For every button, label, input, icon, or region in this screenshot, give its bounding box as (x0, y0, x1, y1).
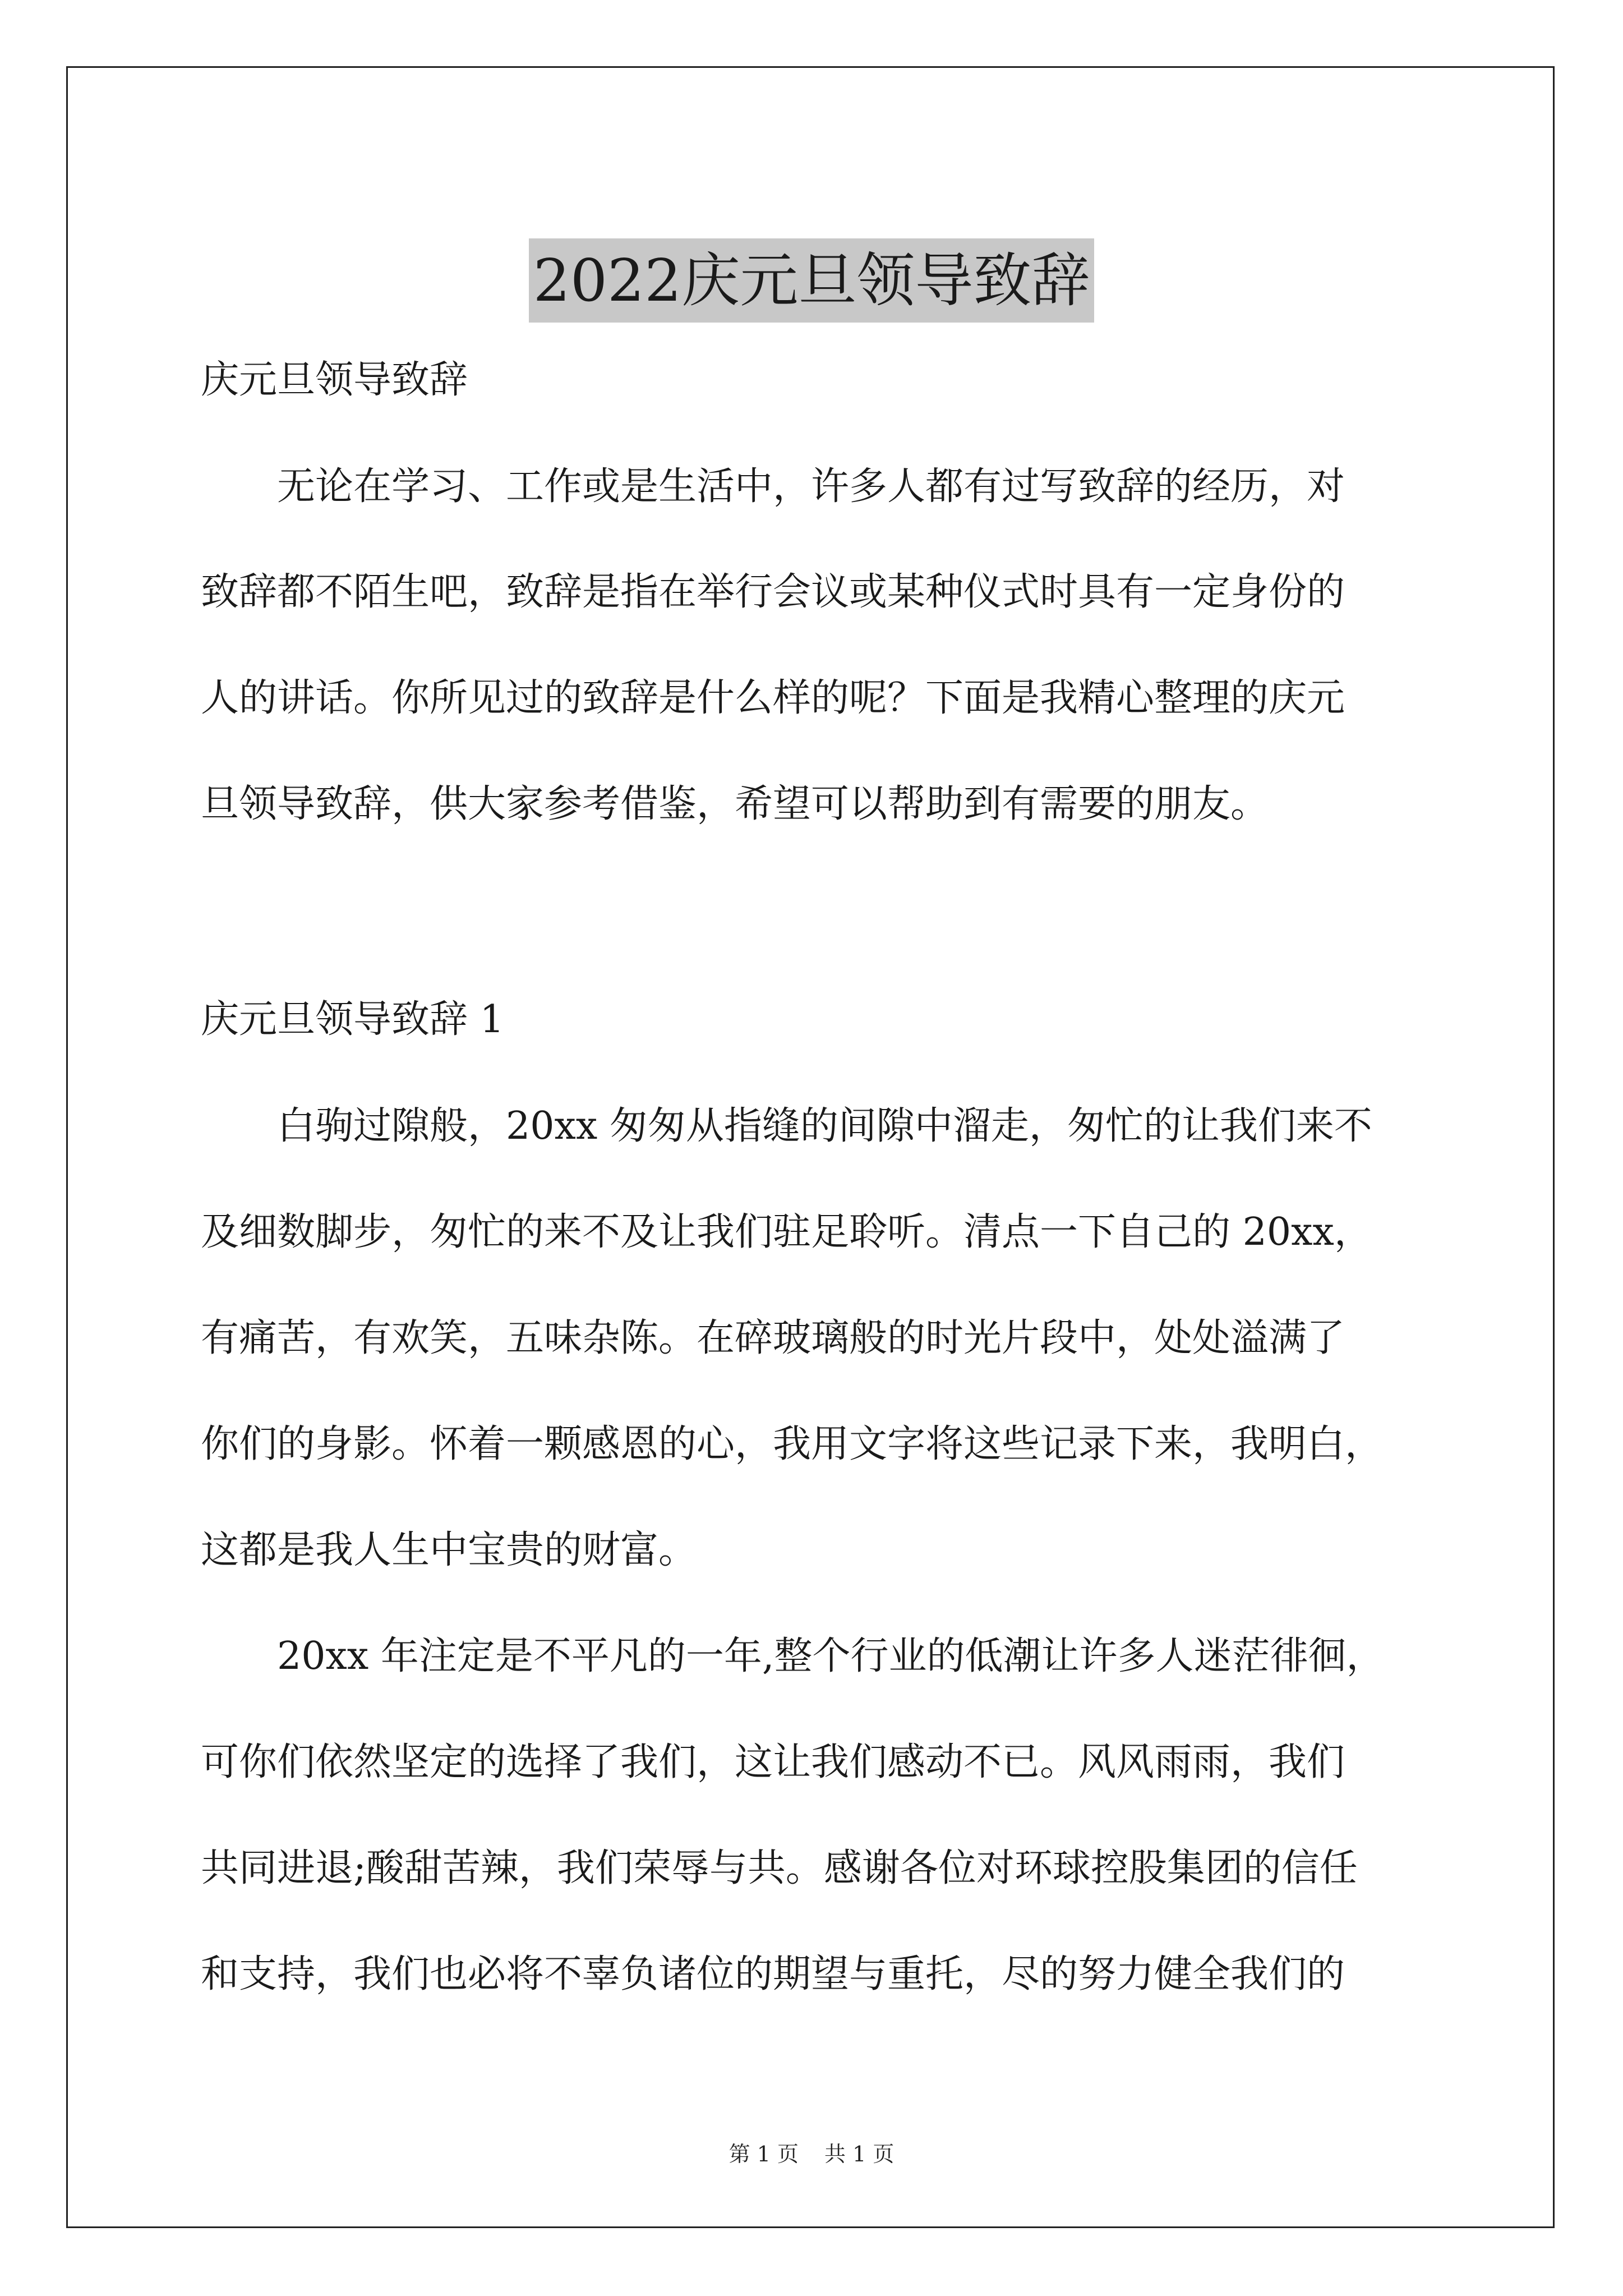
intro-line: 无论在学习、工作或是生活中，许多人都有过写致辞的经历，对 (201, 464, 1345, 509)
section-heading: 庆元旦领导致辞 1 (201, 997, 504, 1042)
paragraph-line: 及细数脚步，匆忙的来不及让我们驻足聆听。清点一下自己的 20xx， (201, 1210, 1372, 1254)
document-title: 2022庆元旦领导致辞 (529, 238, 1095, 323)
paragraph-line: 你们的身影。怀着一颗感恩的心，我用文字将这些记录下来，我明白， (201, 1422, 1384, 1466)
document-subtitle: 庆元旦领导致辞 (201, 358, 468, 402)
paragraph-line: 共同进退;酸甜苦辣，我们荣辱与共。感谢各位对环球控股集团的信任 (201, 1846, 1358, 1890)
intro-line: 人的讲话。你所见过的致辞是什么样的呢？下面是我精心整理的庆元 (201, 676, 1345, 720)
intro-line: 旦领导致辞，供大家参考借鉴，希望可以帮助到有需要的朋友。 (201, 782, 1269, 826)
paragraph-line: 20xx 年注定是不平凡的一年,整个行业的低潮让许多人迷茫徘徊， (201, 1634, 1385, 1678)
intro-line: 致辞都不陌生吧，致辞是指在举行会议或某种仪式时具有一定身份的 (201, 570, 1345, 614)
paragraph-line: 白驹过隙般，20xx 匆匆从指缝的间隙中溜走，匆忙的让我们来不 (201, 1104, 1372, 1148)
page-number: 第 1 页 (728, 2142, 799, 2166)
paragraph-line: 可你们依然坚定的选择了我们，这让我们感动不已。风风雨雨，我们 (201, 1740, 1345, 1784)
title-container (0, 199, 1623, 361)
page-footer (0, 2137, 1623, 2171)
page-total: 共 1 页 (824, 2142, 895, 2166)
paragraph-line: 这都是我人生中宝贵的财富。 (201, 1528, 697, 1572)
paragraph-line: 有痛苦，有欢笑，五味杂陈。在碎玻璃般的时光片段中，处处溢满了 (201, 1316, 1345, 1360)
paragraph-line: 和支持，我们也必将不辜负诸位的期望与重托，尽的努力健全我们的 (201, 1952, 1345, 1996)
